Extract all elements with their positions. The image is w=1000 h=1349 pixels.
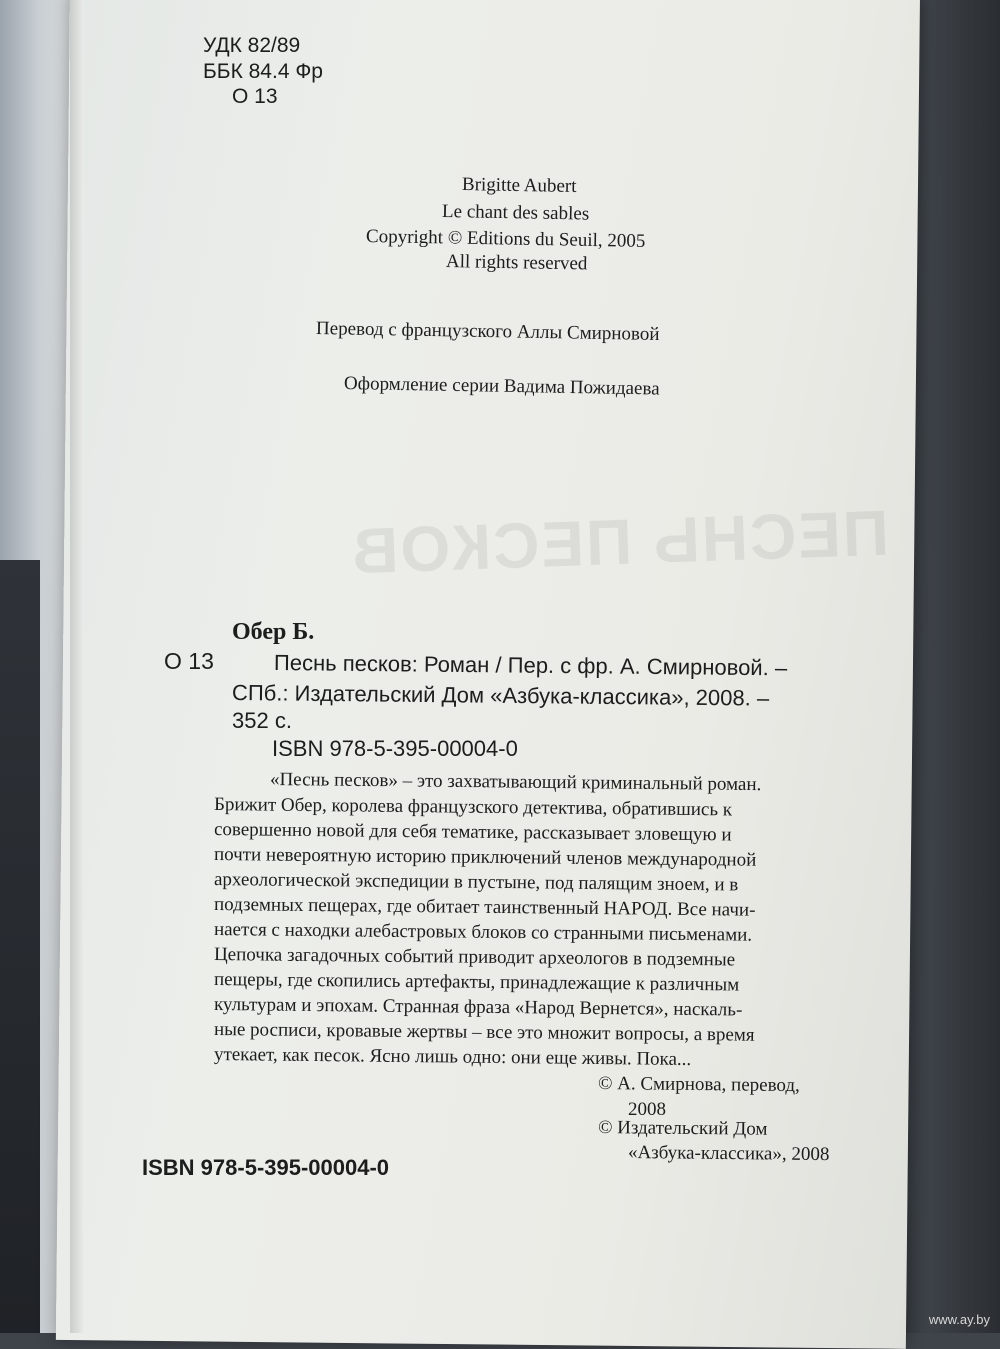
annotation-line: культурам и эпохам. Странная фраза «Народ Вернется», наскаль- xyxy=(213,994,743,1021)
original-rights: All rights reserved xyxy=(445,251,588,275)
annotation-line: подземных пещерах, где обитает таинственный НАРОД. Все начи- xyxy=(213,894,756,921)
annotation-line: ные росписи, кровавые жертвы – все это множит вопросы, а время xyxy=(213,1019,755,1046)
original-copyright: Copyright © Editions du Seuil, 2005 xyxy=(365,226,646,252)
annotation-line: утекает, как песок. Ясно лишь одно: они еще живы. Пока... xyxy=(213,1044,692,1070)
design-credit: Оформление серии Вадима Пожидаева xyxy=(343,373,660,400)
record-isbn: ISBN 978-5-395-00004-0 xyxy=(272,736,518,761)
annotation-line: совершенно новой для себя тематике, рассказывает зловещую и xyxy=(213,819,732,846)
annotation-line: Цепочка загадочных событий приводит археологов в подземные xyxy=(213,944,736,971)
copyright-translation: © А. Смирнова, перевод, xyxy=(597,1073,800,1097)
translation-credit: Перевод с французского Аллы Смирновой xyxy=(315,318,660,345)
copyright-translation-year: 2008 xyxy=(628,1099,666,1120)
record-author: Обер Б. xyxy=(232,619,315,645)
record-title-line: Песнь песков: Роман / Пер. с фр. А. Смирновой. – xyxy=(273,650,788,681)
annotation-line: археологической экспедиции в пустыне, под палящим зноем, и в xyxy=(213,869,739,896)
bbk-code: ББК 84.4 Фр xyxy=(203,60,323,83)
site-watermark: www.ay.by xyxy=(928,1312,990,1327)
bleed-through-title: ПЕСНЬ ПЕСКОВ xyxy=(348,496,890,588)
catalog-code: О 13 xyxy=(232,85,278,108)
original-title: Le chant des sables xyxy=(441,201,590,225)
annotation-line: нается с находки алебастровых блоков со странными письменами. xyxy=(213,919,753,946)
annotation-line: Брижит Обер, королева французского детектива, обратившись к xyxy=(213,794,733,821)
footer-isbn: ISBN 978-5-395-00004-0 xyxy=(142,1155,390,1180)
copyright-publisher: © Издательский Дом xyxy=(597,1117,768,1140)
annotation-line: почти невероятную историю приключений членов международной xyxy=(213,844,757,871)
record-publisher-line: СПб.: Издательский Дом «Азбука-классика», 2008. – xyxy=(231,680,770,711)
record-code: О 13 xyxy=(164,648,214,674)
udk-code: УДК 82/89 xyxy=(203,34,301,57)
page-gutter xyxy=(70,0,84,1333)
annotation-line: пещеры, где скопились артефакты, принадлежащие к различным xyxy=(213,969,740,996)
record-pages: 352 с. xyxy=(232,708,292,733)
annotation-line: «Песнь песков» – это захватывающий криминальный роман. xyxy=(269,769,762,796)
background-left-shadow xyxy=(0,560,40,1333)
copyright-publisher-name: «Азбука-классика», 2008 xyxy=(627,1142,830,1166)
original-author: Brigitte Aubert xyxy=(461,174,577,197)
